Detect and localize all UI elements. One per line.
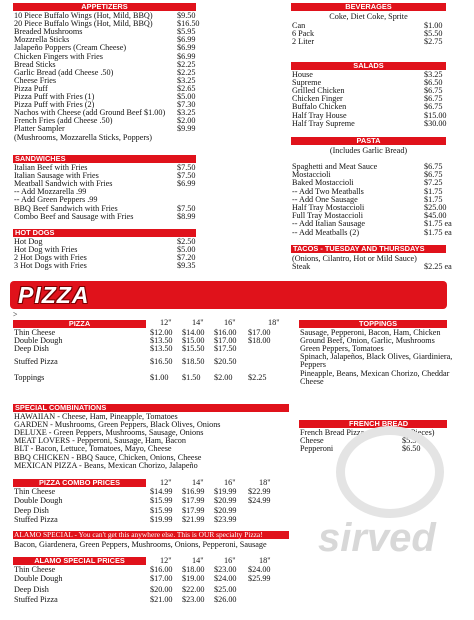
item-price: $2.00 — [177, 116, 196, 126]
item-name: Steak — [292, 262, 311, 271]
topping-line: Peppers — [300, 360, 326, 370]
item-name: Baked Mostaccioli — [292, 178, 354, 188]
combo-row-price: $17.99 — [182, 506, 205, 515]
topping-line: Sausage, Pepperoni, Bacon, Ham, Chicken — [300, 328, 441, 337]
item-name: 2 Hot Dogs with Fries — [14, 253, 87, 263]
pizza-row-price: $18.00 — [248, 336, 271, 345]
combo-row-price: $17.99 — [182, 496, 205, 505]
special-combinations-header — [13, 404, 289, 412]
pizza-row-price: $2.00 — [214, 373, 233, 382]
item-name: Hot Dog — [14, 237, 43, 246]
combo-row-name: Thin Cheese — [14, 487, 56, 496]
pizza-row-price: $17.00 — [248, 328, 271, 337]
item-price: $16.50 — [177, 19, 200, 29]
item-name: Chicken Fingers with Fries — [14, 51, 103, 61]
pizza-table-header: PIZZA — [13, 320, 146, 328]
alamo-special-toppings: Bacon, Giardenera, Green Peppers, Mushrooms, Onions, Pepperoni, Sausage — [14, 540, 267, 549]
combo-row-price: $20.99 — [214, 506, 237, 515]
size-column-header: 14" — [192, 318, 204, 327]
special-combinations-header-label: SPECIAL COMBINATIONS — [15, 404, 107, 412]
item-price: $3.25 — [177, 75, 196, 85]
combo-row-name: Deep Dish — [14, 506, 49, 515]
item-name: Pizza Puff — [14, 83, 48, 93]
pizza-marker: > — [13, 310, 18, 319]
item-price: $5.50 — [402, 436, 421, 446]
size-column-header: 18" — [259, 478, 271, 487]
pizza-row-price: $16.00 — [214, 328, 237, 337]
item-name: Half Tray Supreme — [292, 118, 355, 128]
item-name: Cheese Fries — [14, 75, 57, 85]
pizza-row-price: $2.25 — [248, 373, 267, 382]
item-price: $6.50 — [424, 78, 443, 88]
item-name: Italian Sausage with Fries — [14, 171, 99, 181]
menu-item — [14, 262, 214, 270]
item-price: $6.75 — [424, 170, 443, 180]
item-name: -- Add Two Meatballs — [292, 186, 364, 196]
pizza-row-price: $16.50 — [150, 357, 173, 366]
item-price: $45.00 — [424, 211, 447, 221]
topping-line: Spinach, Jalapeños, Black Olives, Giardiniera, — [300, 352, 453, 362]
special-combination-line: DELUXE - Green Peppers, Mushrooms, Sausage, Onions — [14, 428, 204, 438]
french-bread-header-label: FRENCH BREAD — [349, 420, 409, 428]
combo-row-price: $20.99 — [214, 496, 237, 505]
item-price: $2.65 — [177, 83, 196, 93]
alamo-row-price: $25.00 — [214, 585, 237, 594]
sandwiches-header-label: SANDWICHES — [15, 155, 66, 163]
pizza-row-name: Stuffed Pizza — [14, 357, 58, 366]
item-name: Pizza Puff with Fries (1) — [14, 92, 95, 101]
special-combination-line: GARDEN - Mushrooms, Green Peppers, Black Olives, Onions — [14, 420, 221, 430]
item-name: Buffalo Chicken — [292, 102, 347, 112]
alamo-row-price: $20.00 — [150, 585, 173, 594]
item-price: $9.99 — [177, 124, 196, 134]
combo-row-name: Stuffed Pizza — [14, 515, 58, 524]
alamo-row-price: $17.00 — [150, 574, 173, 583]
item-price: $7.30 — [177, 100, 196, 110]
item-price: $5.00 — [177, 245, 196, 255]
item-price: $5.00 — [177, 92, 196, 101]
menu-item — [14, 134, 214, 142]
item-name: Pepperoni — [300, 444, 334, 454]
hot-dogs-header — [13, 229, 196, 237]
item-price: $6.75 — [424, 162, 443, 171]
pizza-row-price: $13.50 — [150, 336, 173, 345]
alamo-prices-header: ALAMO SPECIAL PRICES — [13, 557, 146, 565]
item-price: $15.00 — [424, 110, 447, 120]
combo-row-price: $23.99 — [214, 515, 237, 524]
combo-row-price: $19.99 — [150, 515, 173, 524]
item-name: House — [292, 70, 313, 79]
topping-line: Pineapple, Beans, Mexican Chorizo, Cheddar — [300, 368, 450, 378]
item-price: $6.50 — [402, 444, 421, 454]
beverages-note: Coke, Diet Coke, Sprite — [329, 12, 408, 21]
item-name: 3 Hot Dogs with Fries — [14, 261, 87, 271]
pizza-banner-title: PIZZA — [18, 282, 90, 308]
combo-row-price: $19.99 — [214, 487, 237, 496]
combo-row-name: Double Dough — [14, 496, 63, 505]
item-price: $2.25 — [177, 67, 196, 77]
pizza-row-price: $15.00 — [182, 336, 205, 345]
tacos-header — [291, 245, 446, 253]
size-column-header: 14" — [192, 478, 204, 487]
beverages-header: BEVERAGES — [291, 3, 446, 11]
hot-dogs-header-label: HOT DOGS — [15, 229, 55, 237]
pizza-row-price: $13.50 — [150, 344, 173, 353]
combo-row-price: $16.99 — [182, 487, 205, 496]
item-name: Combo Beef and Sausage with Fries — [14, 211, 134, 221]
alamo-row-price: $24.00 — [214, 574, 237, 583]
item-name: Pizza Puff with Fries (2) — [14, 100, 95, 110]
alamo-row-price: $16.00 — [150, 565, 173, 574]
item-name: Garlic Bread (add Cheese .50) — [14, 67, 114, 77]
menu-item — [292, 263, 452, 271]
alamo-row-price: $26.00 — [214, 595, 237, 604]
combo-row-price: $21.99 — [182, 515, 205, 524]
item-price: $2.50 — [177, 237, 196, 246]
item-name: Half Tray Mostaccioli — [292, 203, 365, 212]
item-name: Cheese — [300, 436, 324, 446]
item-price: $7.50 — [177, 171, 196, 181]
combo-row-price: $24.99 — [248, 496, 271, 505]
item-price: $1.75 ea — [424, 219, 452, 229]
item-name: Italian Beef with Fries — [14, 163, 88, 172]
menu-item — [292, 120, 452, 128]
item-name: Meatball Sandwich with Fries — [14, 179, 113, 189]
size-column-header: 18" — [259, 556, 271, 565]
size-column-header: 16" — [224, 556, 236, 565]
topping-line: Cheese — [300, 376, 324, 386]
item-price: $6.99 — [177, 35, 196, 45]
special-combination-line: MEAT LOVERS - Pepperoni, Sausage, Ham, Bacon — [14, 436, 186, 446]
item-price: $9.35 — [177, 261, 196, 271]
appetizers-header: APPETIZERS — [13, 3, 196, 11]
alamo-row-name: Thin Cheese — [14, 565, 56, 574]
pizza-row-price: $17.50 — [214, 344, 237, 353]
combo-row-price: $15.99 — [150, 506, 173, 515]
pizza-row-name: Toppings — [14, 373, 45, 382]
item-price: $30.00 — [424, 118, 447, 128]
size-column-header: 12" — [160, 318, 172, 327]
combo-row-price: $14.99 — [150, 487, 173, 496]
item-name: Mostaccioli — [292, 170, 331, 180]
item-price: $8.99 — [177, 211, 196, 221]
pizza-row-price: $15.50 — [182, 344, 205, 353]
item-name: Jalapeño Poppers (Cream Cheese) — [14, 43, 127, 53]
item-name: Supreme — [292, 78, 322, 88]
item-name: 20 Piece Buffalo Wings (Hot, Mild, BBQ) — [14, 19, 153, 29]
item-price: $1.75 — [424, 194, 443, 204]
item-name: Spaghetti and Meat Sauce — [292, 162, 378, 171]
combo-prices-header: PIZZA COMBO PRICES — [13, 479, 146, 487]
item-price: $6.75 — [424, 102, 443, 112]
item-price: $1.75 ea — [424, 227, 452, 237]
alamo-row-price: $18.00 — [182, 565, 205, 574]
pizza-row-price: $14.00 — [182, 328, 205, 337]
pizza-row-name: Deep Dish — [14, 344, 49, 353]
item-name: BBQ Beef Sandwich with Fries — [14, 203, 118, 213]
pizza-row-price: $1.50 — [182, 373, 201, 382]
item-name: 10 Piece Buffalo Wings (Hot, Mild, BBQ) — [14, 11, 153, 20]
item-price: $6.99 — [177, 51, 196, 61]
pizza-row-price: $20.50 — [214, 357, 237, 366]
alamo-special-note: ALAMO SPECIAL - You can't get this anywhere else. This is OUR specialty Pizza! — [14, 531, 263, 539]
pasta-note: (Includes Garlic Bread) — [329, 146, 408, 155]
salads-header: SALADS — [291, 62, 446, 70]
menu-item — [292, 229, 452, 237]
size-column-header: 14" — [192, 556, 204, 565]
pizza-row-price: $12.00 — [150, 328, 173, 337]
item-name: -- Add Italian Sausage — [292, 219, 365, 229]
item-name: 6 Pack — [292, 29, 315, 39]
alamo-row-price: $23.00 — [182, 595, 205, 604]
alamo-row-price: $21.00 — [150, 595, 173, 604]
item-price: $7.50 — [177, 163, 196, 172]
pizza-row-price: $18.50 — [182, 357, 205, 366]
topping-line: Ground Beef, Onion, Garlic, Mushrooms — [300, 336, 435, 346]
alamo-row-name: Stuffed Pizza — [14, 595, 58, 604]
size-column-header: 16" — [224, 478, 236, 487]
item-name: Grilled Chicken — [292, 86, 345, 96]
item-name: (Mushrooms, Mozzarella Sticks, Poppers) — [14, 132, 153, 142]
size-column-header: 12" — [160, 556, 172, 565]
pizza-row-name: Double Dough — [14, 336, 63, 345]
combo-row-price: $22.99 — [248, 487, 271, 496]
item-name: 2 Liter — [292, 37, 315, 47]
special-combination-line: BLT - Bacon, Lettuce, Tomatoes, Mayo, Cheese — [14, 444, 172, 454]
toppings-header-label: TOPPINGS — [359, 320, 398, 328]
menu-item — [14, 213, 214, 221]
item-price: $5.95 — [177, 27, 196, 37]
alamo-row-name: Deep Dish — [14, 585, 49, 594]
alamo-row-price: $22.00 — [182, 585, 205, 594]
toppings-header — [299, 320, 447, 328]
item-name: Breaded Mushrooms — [14, 27, 83, 37]
french-bread-header — [299, 420, 447, 428]
item-name: Hot Dog with Fries — [14, 245, 78, 255]
size-column-header: 12" — [160, 478, 172, 487]
special-combination-line: BBQ CHICKEN - BBQ Sauce, Chicken, Onions, Cheese — [14, 452, 202, 462]
item-name: Platter Sampler — [14, 124, 65, 134]
special-combination-line: MEXICAN PIZZA - Beans, Mexican Chorizo, Jalapeño — [14, 460, 198, 470]
item-price: $5.50 — [424, 29, 443, 39]
sandwiches-header — [13, 155, 196, 163]
item-price: $7.50 — [177, 203, 196, 213]
special-combination-line: HAWAIIAN - Cheese, Ham, Pineapple, Tomatoes — [14, 412, 178, 421]
item-price: $3.25 — [424, 70, 443, 79]
item-price: $7.20 — [177, 253, 196, 263]
item-name: French Fries (add Cheese .50) — [14, 116, 113, 126]
size-column-header: 16" — [224, 318, 236, 327]
watermark-logo — [336, 426, 444, 518]
pizza-row-price: $1.00 — [150, 373, 169, 382]
alamo-row-price: $23.00 — [214, 565, 237, 574]
size-column-header: 18" — [268, 318, 280, 327]
item-name: Bread Sticks — [14, 59, 56, 69]
item-price: $6.99 — [177, 179, 196, 189]
item-name: -- Add Green Peppers .99 — [14, 195, 98, 205]
item-price: $6.75 — [424, 86, 443, 96]
item-name: Full Tray Mostaccioli — [292, 211, 363, 221]
tacos-header-label: TACOS - TUESDAY AND THURSDAYS — [293, 245, 425, 253]
alamo-row-price: $19.00 — [182, 574, 205, 583]
item-price: $1.75 — [424, 186, 443, 196]
item-price: $1.00 — [424, 21, 443, 30]
item-name: -- Add Meatballs (2) — [292, 227, 360, 237]
item-price: $3.25 — [177, 108, 196, 118]
item-name: French Bread Pizza — [300, 428, 365, 437]
item-price: $2.25 ea — [424, 262, 452, 271]
menu-item — [292, 38, 452, 46]
item-name: Nachos with Cheese (add Ground Beef $1.00) — [14, 108, 166, 118]
alamo-row-price: $25.99 — [248, 574, 271, 583]
alamo-row-price: $24.00 — [248, 565, 271, 574]
watermark-text: sirved — [318, 516, 436, 560]
pasta-header: PASTA — [291, 137, 446, 145]
item-price: $2.25 — [177, 59, 196, 69]
item-name: -- Add One Sausage — [292, 194, 358, 204]
item-price: $7.25 — [424, 178, 443, 188]
item-name: -- Add Mozzarella .99 — [14, 187, 87, 197]
item-name: Mozzrella Sticks — [14, 35, 70, 45]
item-price: $9.50 — [177, 11, 196, 20]
item-name: Chicken Finger — [292, 94, 343, 104]
item-price: $25.00 — [424, 203, 447, 212]
alamo-row-name: Double Dough — [14, 574, 63, 583]
alamo-special-banner — [13, 531, 289, 539]
item-price: $6.99 — [177, 43, 196, 53]
item-name: Half Tray House — [292, 110, 347, 120]
tacos-note: (Onions, Cilantro, Hot or Mild Sauce) — [292, 254, 417, 263]
combo-row-price: $15.99 — [150, 496, 173, 505]
pizza-row-name: Thin Cheese — [14, 328, 56, 337]
topping-line: Green Peppers, Tomatoes — [300, 344, 384, 354]
item-name: Can — [292, 21, 306, 30]
item-price: $6.75 — [424, 94, 443, 104]
item-price: (2 Pieces) — [402, 428, 435, 437]
pizza-row-price: $17.00 — [214, 336, 237, 345]
item-price: $2.75 — [424, 37, 443, 47]
